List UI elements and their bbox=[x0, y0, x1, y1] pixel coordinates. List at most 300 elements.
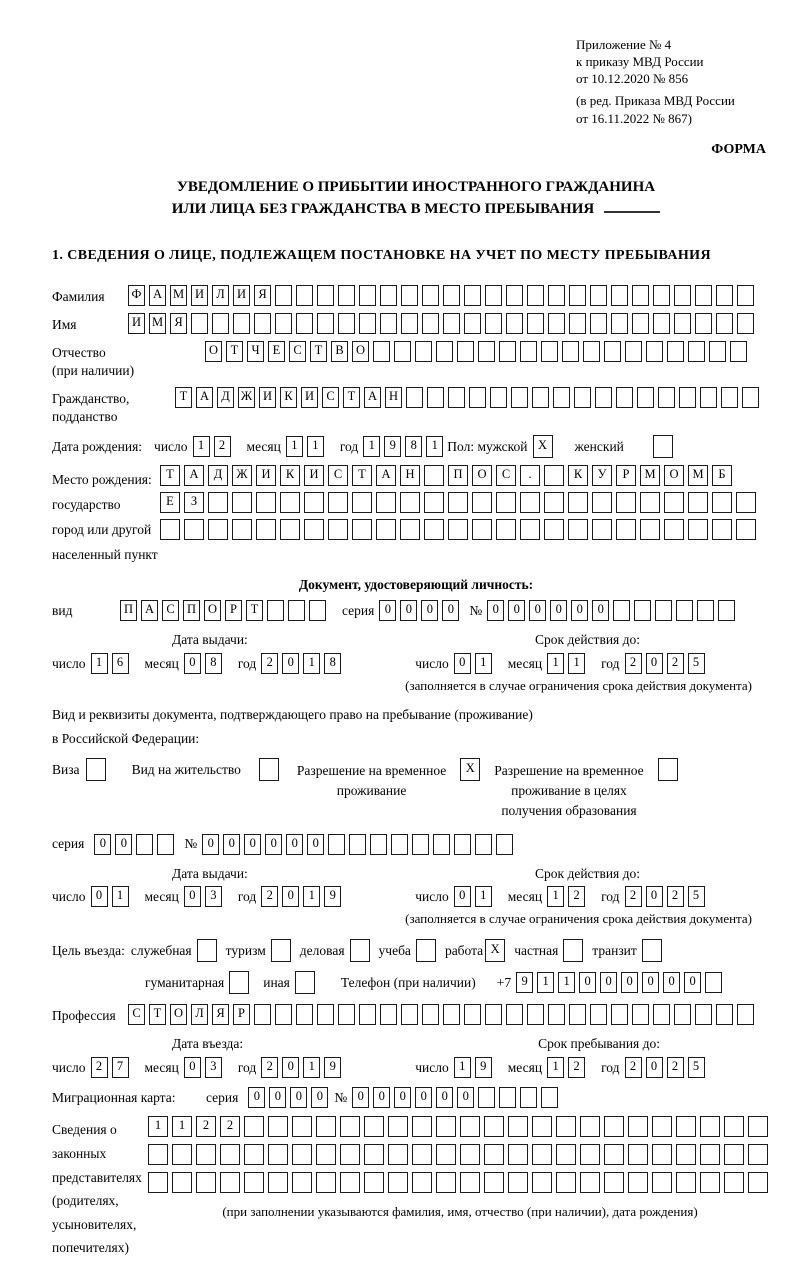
char-cell[interactable]: 5 bbox=[688, 1057, 705, 1078]
char-cell[interactable] bbox=[628, 1116, 648, 1137]
char-cell[interactable]: С bbox=[128, 1004, 145, 1025]
char-cell[interactable]: И bbox=[301, 387, 318, 408]
char-cell[interactable] bbox=[737, 285, 754, 306]
char-cell[interactable] bbox=[317, 313, 334, 334]
char-cell[interactable] bbox=[556, 1116, 576, 1137]
char-cell[interactable]: 0 bbox=[508, 600, 525, 621]
char-cell[interactable] bbox=[511, 387, 528, 408]
char-cell[interactable]: 1 bbox=[547, 653, 564, 674]
char-cell[interactable] bbox=[652, 1172, 672, 1193]
char-cell[interactable] bbox=[496, 519, 516, 540]
char-cell[interactable] bbox=[667, 341, 684, 362]
char-cell[interactable] bbox=[292, 1144, 312, 1165]
char-cell[interactable]: 2 bbox=[568, 1057, 585, 1078]
char-cell[interactable] bbox=[359, 313, 376, 334]
char-cell[interactable]: 1 bbox=[475, 886, 492, 907]
char-cell[interactable] bbox=[316, 1116, 336, 1137]
char-cell[interactable] bbox=[520, 1087, 537, 1108]
char-cell[interactable] bbox=[292, 1172, 312, 1193]
char-cell[interactable]: М bbox=[170, 285, 187, 306]
char-cell[interactable] bbox=[592, 519, 612, 540]
char-cell[interactable] bbox=[448, 492, 468, 513]
char-cell[interactable]: 0 bbox=[282, 1057, 299, 1078]
char-cell[interactable] bbox=[652, 1144, 672, 1165]
char-cell[interactable] bbox=[485, 285, 502, 306]
char-cell[interactable]: 9 bbox=[475, 1057, 492, 1078]
char-cell[interactable]: 1 bbox=[91, 653, 108, 674]
char-cell[interactable] bbox=[220, 1172, 240, 1193]
char-cell[interactable] bbox=[370, 834, 387, 855]
char-cell[interactable]: С bbox=[328, 465, 348, 486]
char-cell[interactable]: 9 bbox=[324, 1057, 341, 1078]
char-cell[interactable]: 0 bbox=[248, 1087, 265, 1108]
char-cell[interactable] bbox=[695, 313, 712, 334]
char-cell[interactable]: У bbox=[592, 465, 612, 486]
char-cell[interactable] bbox=[352, 519, 372, 540]
char-cell[interactable]: 0 bbox=[311, 1087, 328, 1108]
char-cell[interactable] bbox=[700, 1116, 720, 1137]
checkbox-cell[interactable] bbox=[350, 939, 370, 962]
char-cell[interactable] bbox=[632, 285, 649, 306]
char-cell[interactable]: 2 bbox=[625, 886, 642, 907]
char-cell[interactable] bbox=[457, 341, 474, 362]
char-cell[interactable] bbox=[424, 519, 444, 540]
checkbox-cell[interactable] bbox=[642, 939, 662, 962]
char-cell[interactable] bbox=[712, 492, 732, 513]
char-cell[interactable]: 1 bbox=[112, 886, 129, 907]
char-cell[interactable]: О bbox=[170, 1004, 187, 1025]
char-cell[interactable] bbox=[364, 1116, 384, 1137]
char-cell[interactable]: О bbox=[204, 600, 221, 621]
char-cell[interactable] bbox=[508, 1172, 528, 1193]
char-cell[interactable] bbox=[460, 1116, 480, 1137]
char-cell[interactable]: Р bbox=[616, 465, 636, 486]
checkbox-cell[interactable] bbox=[295, 971, 315, 994]
char-cell[interactable] bbox=[275, 313, 292, 334]
char-cell[interactable]: 0 bbox=[442, 600, 459, 621]
char-cell[interactable] bbox=[296, 285, 313, 306]
char-cell[interactable]: 0 bbox=[269, 1087, 286, 1108]
char-cell[interactable]: 0 bbox=[663, 972, 680, 993]
char-cell[interactable] bbox=[646, 341, 663, 362]
char-cell[interactable]: 0 bbox=[282, 886, 299, 907]
char-cell[interactable]: Т bbox=[149, 1004, 166, 1025]
char-cell[interactable] bbox=[548, 313, 565, 334]
char-cell[interactable] bbox=[674, 313, 691, 334]
char-cell[interactable] bbox=[364, 1172, 384, 1193]
char-cell[interactable] bbox=[196, 1172, 216, 1193]
char-cell[interactable] bbox=[359, 285, 376, 306]
char-cell[interactable]: Н bbox=[400, 465, 420, 486]
char-cell[interactable] bbox=[485, 313, 502, 334]
char-cell[interactable]: 0 bbox=[184, 886, 201, 907]
char-cell[interactable] bbox=[583, 341, 600, 362]
char-cell[interactable]: О bbox=[205, 341, 222, 362]
char-cell[interactable] bbox=[148, 1144, 168, 1165]
char-cell[interactable] bbox=[700, 1172, 720, 1193]
char-cell[interactable] bbox=[275, 1004, 292, 1025]
char-cell[interactable] bbox=[718, 600, 735, 621]
char-cell[interactable] bbox=[472, 519, 492, 540]
char-cell[interactable] bbox=[712, 519, 732, 540]
char-cell[interactable]: 0 bbox=[184, 653, 201, 674]
char-cell[interactable]: 7 bbox=[112, 1057, 129, 1078]
checkbox-cell[interactable] bbox=[658, 758, 678, 781]
char-cell[interactable] bbox=[406, 387, 423, 408]
char-cell[interactable] bbox=[496, 492, 516, 513]
char-cell[interactable]: 0 bbox=[646, 1057, 663, 1078]
title-blank-underline[interactable] bbox=[604, 199, 660, 213]
char-cell[interactable] bbox=[544, 492, 564, 513]
checkbox-cell[interactable]: X bbox=[485, 939, 505, 962]
char-cell[interactable]: З bbox=[184, 492, 204, 513]
char-cell[interactable]: 0 bbox=[487, 600, 504, 621]
char-cell[interactable] bbox=[658, 387, 675, 408]
char-cell[interactable]: Р bbox=[233, 1004, 250, 1025]
char-cell[interactable] bbox=[580, 1144, 600, 1165]
char-cell[interactable]: 1 bbox=[547, 886, 564, 907]
char-cell[interactable]: 0 bbox=[529, 600, 546, 621]
char-cell[interactable] bbox=[569, 1004, 586, 1025]
char-cell[interactable] bbox=[296, 313, 313, 334]
char-cell[interactable] bbox=[616, 519, 636, 540]
char-cell[interactable]: 2 bbox=[568, 886, 585, 907]
checkbox-cell[interactable] bbox=[229, 971, 249, 994]
char-cell[interactable] bbox=[724, 1144, 744, 1165]
char-cell[interactable] bbox=[695, 285, 712, 306]
char-cell[interactable] bbox=[317, 1004, 334, 1025]
char-cell[interactable]: 3 bbox=[205, 1057, 222, 1078]
char-cell[interactable] bbox=[532, 387, 549, 408]
char-cell[interactable]: О bbox=[352, 341, 369, 362]
char-cell[interactable] bbox=[640, 492, 660, 513]
char-cell[interactable] bbox=[328, 492, 348, 513]
char-cell[interactable] bbox=[275, 285, 292, 306]
char-cell[interactable]: 2 bbox=[667, 653, 684, 674]
char-cell[interactable] bbox=[391, 834, 408, 855]
char-cell[interactable]: 1 bbox=[475, 653, 492, 674]
char-cell[interactable] bbox=[705, 972, 722, 993]
char-cell[interactable]: 2 bbox=[214, 436, 231, 457]
char-cell[interactable] bbox=[604, 1144, 624, 1165]
char-cell[interactable] bbox=[469, 387, 486, 408]
char-cell[interactable]: В bbox=[331, 341, 348, 362]
char-cell[interactable] bbox=[422, 313, 439, 334]
char-cell[interactable] bbox=[568, 492, 588, 513]
char-cell[interactable] bbox=[568, 519, 588, 540]
char-cell[interactable] bbox=[574, 387, 591, 408]
char-cell[interactable] bbox=[674, 1004, 691, 1025]
char-cell[interactable] bbox=[506, 313, 523, 334]
char-cell[interactable]: 0 bbox=[600, 972, 617, 993]
char-cell[interactable]: С bbox=[289, 341, 306, 362]
char-cell[interactable] bbox=[191, 313, 208, 334]
char-cell[interactable]: 2 bbox=[220, 1116, 240, 1137]
char-cell[interactable] bbox=[338, 1004, 355, 1025]
char-cell[interactable] bbox=[716, 313, 733, 334]
char-cell[interactable] bbox=[604, 1116, 624, 1137]
char-cell[interactable]: 2 bbox=[261, 1057, 278, 1078]
char-cell[interactable] bbox=[268, 1144, 288, 1165]
char-cell[interactable] bbox=[496, 834, 513, 855]
char-cell[interactable]: 1 bbox=[193, 436, 210, 457]
char-cell[interactable] bbox=[556, 1172, 576, 1193]
char-cell[interactable]: 1 bbox=[303, 886, 320, 907]
char-cell[interactable]: А bbox=[141, 600, 158, 621]
char-cell[interactable] bbox=[309, 600, 326, 621]
char-cell[interactable] bbox=[508, 1144, 528, 1165]
char-cell[interactable] bbox=[640, 519, 660, 540]
char-cell[interactable]: А bbox=[196, 387, 213, 408]
char-cell[interactable] bbox=[736, 492, 756, 513]
char-cell[interactable] bbox=[634, 600, 651, 621]
char-cell[interactable] bbox=[484, 1144, 504, 1165]
char-cell[interactable]: Т bbox=[343, 387, 360, 408]
char-cell[interactable] bbox=[697, 600, 714, 621]
char-cell[interactable] bbox=[288, 600, 305, 621]
char-cell[interactable] bbox=[380, 285, 397, 306]
char-cell[interactable] bbox=[541, 341, 558, 362]
char-cell[interactable]: 0 bbox=[436, 1087, 453, 1108]
char-cell[interactable] bbox=[148, 1172, 168, 1193]
checkbox-cell[interactable] bbox=[416, 939, 436, 962]
char-cell[interactable] bbox=[380, 1004, 397, 1025]
char-cell[interactable] bbox=[172, 1172, 192, 1193]
char-cell[interactable] bbox=[613, 600, 630, 621]
char-cell[interactable]: Ч bbox=[247, 341, 264, 362]
char-cell[interactable] bbox=[464, 1004, 481, 1025]
char-cell[interactable] bbox=[280, 492, 300, 513]
char-cell[interactable]: 9 bbox=[324, 886, 341, 907]
char-cell[interactable] bbox=[317, 285, 334, 306]
char-cell[interactable] bbox=[520, 341, 537, 362]
char-cell[interactable]: 1 bbox=[303, 1057, 320, 1078]
char-cell[interactable]: М bbox=[640, 465, 660, 486]
char-cell[interactable]: 9 bbox=[516, 972, 533, 993]
char-cell[interactable] bbox=[700, 1144, 720, 1165]
char-cell[interactable] bbox=[611, 313, 628, 334]
char-cell[interactable]: 2 bbox=[667, 886, 684, 907]
char-cell[interactable] bbox=[472, 492, 492, 513]
char-cell[interactable] bbox=[736, 519, 756, 540]
char-cell[interactable]: Т bbox=[160, 465, 180, 486]
char-cell[interactable]: 8 bbox=[205, 653, 222, 674]
char-cell[interactable]: 2 bbox=[625, 653, 642, 674]
char-cell[interactable]: 0 bbox=[457, 1087, 474, 1108]
char-cell[interactable]: Т bbox=[246, 600, 263, 621]
checkbox-cell[interactable]: X bbox=[460, 758, 480, 781]
char-cell[interactable]: М bbox=[688, 465, 708, 486]
char-cell[interactable]: 9 bbox=[384, 436, 401, 457]
char-cell[interactable] bbox=[556, 1144, 576, 1165]
char-cell[interactable]: Т bbox=[310, 341, 327, 362]
char-cell[interactable]: К bbox=[568, 465, 588, 486]
char-cell[interactable] bbox=[709, 341, 726, 362]
char-cell[interactable] bbox=[616, 387, 633, 408]
char-cell[interactable]: 0 bbox=[415, 1087, 432, 1108]
char-cell[interactable] bbox=[268, 1172, 288, 1193]
char-cell[interactable] bbox=[484, 1172, 504, 1193]
char-cell[interactable]: 0 bbox=[94, 834, 111, 855]
char-cell[interactable] bbox=[280, 519, 300, 540]
char-cell[interactable]: 1 bbox=[547, 1057, 564, 1078]
char-cell[interactable] bbox=[562, 341, 579, 362]
char-cell[interactable] bbox=[256, 492, 276, 513]
char-cell[interactable]: 0 bbox=[244, 834, 261, 855]
char-cell[interactable] bbox=[436, 1116, 456, 1137]
char-cell[interactable]: 6 bbox=[112, 653, 129, 674]
char-cell[interactable] bbox=[490, 387, 507, 408]
char-cell[interactable]: 2 bbox=[261, 886, 278, 907]
char-cell[interactable] bbox=[688, 341, 705, 362]
char-cell[interactable] bbox=[527, 285, 544, 306]
char-cell[interactable]: О bbox=[472, 465, 492, 486]
char-cell[interactable] bbox=[506, 285, 523, 306]
char-cell[interactable]: Ж bbox=[232, 465, 252, 486]
char-cell[interactable]: Я bbox=[254, 285, 271, 306]
char-cell[interactable] bbox=[580, 1116, 600, 1137]
char-cell[interactable] bbox=[590, 313, 607, 334]
char-cell[interactable] bbox=[208, 519, 228, 540]
char-cell[interactable] bbox=[448, 519, 468, 540]
checkbox-cell[interactable]: X bbox=[533, 435, 553, 458]
char-cell[interactable] bbox=[380, 313, 397, 334]
char-cell[interactable] bbox=[527, 1004, 544, 1025]
char-cell[interactable]: С bbox=[162, 600, 179, 621]
char-cell[interactable]: И bbox=[256, 465, 276, 486]
char-cell[interactable] bbox=[338, 313, 355, 334]
char-cell[interactable]: 8 bbox=[405, 436, 422, 457]
char-cell[interactable] bbox=[254, 313, 271, 334]
char-cell[interactable] bbox=[604, 341, 621, 362]
char-cell[interactable]: 0 bbox=[454, 886, 471, 907]
char-cell[interactable] bbox=[359, 1004, 376, 1025]
char-cell[interactable]: О bbox=[664, 465, 684, 486]
checkbox-cell[interactable] bbox=[271, 939, 291, 962]
char-cell[interactable] bbox=[400, 492, 420, 513]
char-cell[interactable]: М bbox=[149, 313, 166, 334]
char-cell[interactable] bbox=[136, 834, 153, 855]
char-cell[interactable]: К bbox=[280, 465, 300, 486]
char-cell[interactable] bbox=[304, 492, 324, 513]
checkbox-cell[interactable] bbox=[563, 939, 583, 962]
char-cell[interactable] bbox=[688, 519, 708, 540]
char-cell[interactable] bbox=[401, 313, 418, 334]
char-cell[interactable] bbox=[415, 341, 432, 362]
char-cell[interactable] bbox=[388, 1116, 408, 1137]
char-cell[interactable]: 1 bbox=[303, 653, 320, 674]
char-cell[interactable] bbox=[737, 1004, 754, 1025]
char-cell[interactable] bbox=[616, 492, 636, 513]
char-cell[interactable] bbox=[196, 1144, 216, 1165]
char-cell[interactable]: . bbox=[520, 465, 540, 486]
char-cell[interactable]: 0 bbox=[592, 600, 609, 621]
char-cell[interactable] bbox=[424, 465, 444, 486]
char-cell[interactable]: Я bbox=[212, 1004, 229, 1025]
char-cell[interactable] bbox=[433, 834, 450, 855]
char-cell[interactable] bbox=[688, 492, 708, 513]
char-cell[interactable] bbox=[443, 1004, 460, 1025]
char-cell[interactable]: 0 bbox=[421, 600, 438, 621]
char-cell[interactable]: 1 bbox=[537, 972, 554, 993]
char-cell[interactable] bbox=[580, 1172, 600, 1193]
char-cell[interactable] bbox=[592, 492, 612, 513]
char-cell[interactable] bbox=[232, 519, 252, 540]
char-cell[interactable] bbox=[527, 313, 544, 334]
char-cell[interactable] bbox=[443, 313, 460, 334]
char-cell[interactable] bbox=[340, 1172, 360, 1193]
char-cell[interactable]: С bbox=[322, 387, 339, 408]
char-cell[interactable] bbox=[484, 1116, 504, 1137]
char-cell[interactable] bbox=[464, 285, 481, 306]
char-cell[interactable]: И bbox=[259, 387, 276, 408]
char-cell[interactable] bbox=[340, 1144, 360, 1165]
char-cell[interactable]: 0 bbox=[286, 834, 303, 855]
char-cell[interactable] bbox=[292, 1116, 312, 1137]
char-cell[interactable]: Л bbox=[212, 285, 229, 306]
char-cell[interactable]: 0 bbox=[352, 1087, 369, 1108]
char-cell[interactable] bbox=[232, 492, 252, 513]
char-cell[interactable]: Л bbox=[191, 1004, 208, 1025]
char-cell[interactable]: Б bbox=[712, 465, 732, 486]
char-cell[interactable] bbox=[520, 519, 540, 540]
char-cell[interactable] bbox=[628, 1172, 648, 1193]
char-cell[interactable] bbox=[208, 492, 228, 513]
char-cell[interactable]: 0 bbox=[373, 1087, 390, 1108]
char-cell[interactable] bbox=[724, 1172, 744, 1193]
char-cell[interactable] bbox=[373, 341, 390, 362]
char-cell[interactable] bbox=[748, 1144, 768, 1165]
char-cell[interactable] bbox=[244, 1144, 264, 1165]
char-cell[interactable] bbox=[172, 1144, 192, 1165]
char-cell[interactable] bbox=[637, 387, 654, 408]
char-cell[interactable] bbox=[401, 285, 418, 306]
char-cell[interactable] bbox=[532, 1144, 552, 1165]
char-cell[interactable]: 1 bbox=[426, 436, 443, 457]
char-cell[interactable]: А bbox=[364, 387, 381, 408]
char-cell[interactable]: С bbox=[496, 465, 516, 486]
checkbox-cell[interactable] bbox=[197, 939, 217, 962]
char-cell[interactable]: 0 bbox=[307, 834, 324, 855]
char-cell[interactable] bbox=[569, 285, 586, 306]
char-cell[interactable] bbox=[625, 341, 642, 362]
char-cell[interactable] bbox=[401, 1004, 418, 1025]
char-cell[interactable] bbox=[464, 313, 481, 334]
char-cell[interactable]: 1 bbox=[307, 436, 324, 457]
char-cell[interactable] bbox=[485, 1004, 502, 1025]
char-cell[interactable] bbox=[304, 519, 324, 540]
char-cell[interactable]: Д bbox=[217, 387, 234, 408]
char-cell[interactable] bbox=[412, 834, 429, 855]
char-cell[interactable] bbox=[632, 1004, 649, 1025]
char-cell[interactable]: И bbox=[191, 285, 208, 306]
char-cell[interactable] bbox=[716, 1004, 733, 1025]
char-cell[interactable]: 2 bbox=[91, 1057, 108, 1078]
char-cell[interactable] bbox=[267, 600, 284, 621]
char-cell[interactable] bbox=[436, 1144, 456, 1165]
char-cell[interactable]: Ф bbox=[128, 285, 145, 306]
char-cell[interactable] bbox=[676, 1172, 696, 1193]
char-cell[interactable]: 0 bbox=[184, 1057, 201, 1078]
char-cell[interactable] bbox=[544, 519, 564, 540]
char-cell[interactable]: И bbox=[128, 313, 145, 334]
char-cell[interactable] bbox=[655, 600, 672, 621]
char-cell[interactable]: 2 bbox=[667, 1057, 684, 1078]
char-cell[interactable] bbox=[256, 519, 276, 540]
char-cell[interactable]: 1 bbox=[568, 653, 585, 674]
char-cell[interactable] bbox=[664, 492, 684, 513]
char-cell[interactable] bbox=[695, 1004, 712, 1025]
